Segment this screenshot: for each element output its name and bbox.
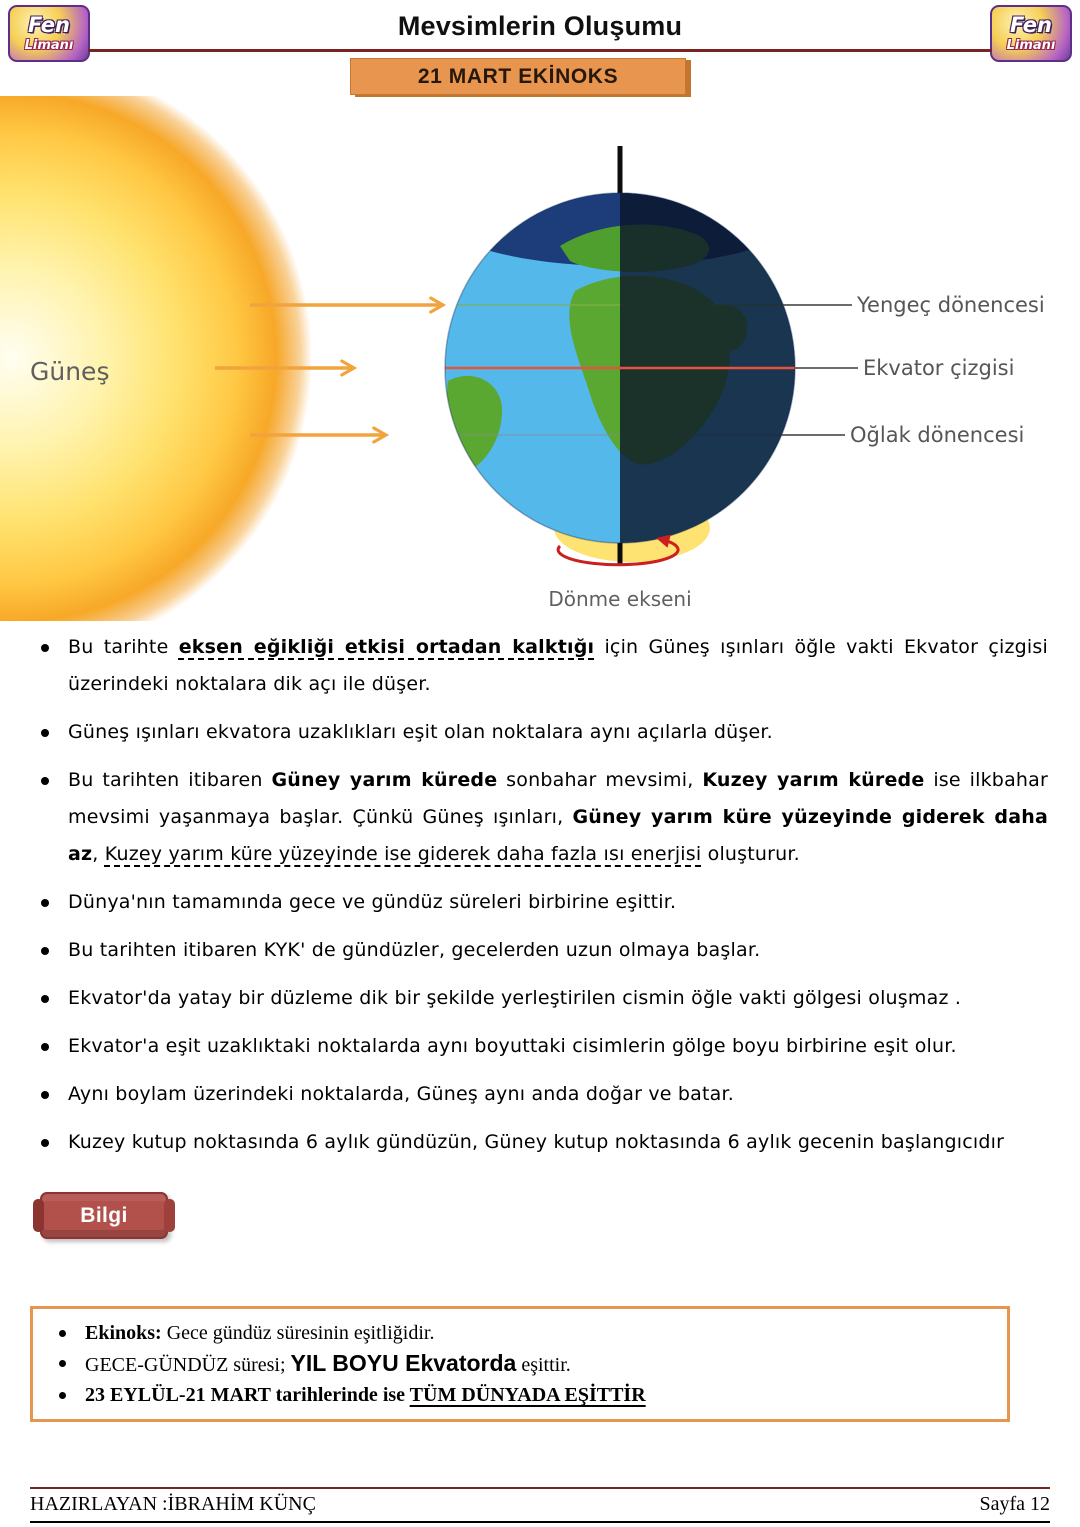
page-title: Mevsimlerin Oluşumu [397,11,683,41]
info-box-item: GECE-GÜNDÜZ süresi; YIL BOYU Ekvatorda eşittir. [49,1348,987,1380]
note-item: Bu tarihte eksen eğikliği etkisi ortadan kalktığı için Güneş ışınları öğle vakti Ekvator çizgisi üzerindeki noktalara dik açı ile düşer. [34,629,1048,703]
footer-bottom-line [30,1521,1050,1523]
note-item: Ekvator'da yatay bir düzleme dik bir şekilde yerleştirilen cismin öğle vakti gölgesi oluşmaz . [34,980,1048,1017]
fen-limani-logo-right [990,5,1072,62]
note-item: Aynı boylam üzerindeki noktalarda, Güneş aynı anda doğar ve batar. [34,1076,1048,1113]
axis-label: Dönme ekseni [548,587,692,611]
logo-text-fen: Fen [28,13,70,37]
note-item: Bu tarihten itibaren Güney yarım kürede sonbahar mevsimi, Kuzey yarım kürede ise ilkbahar mevsimi yaşanmaya başlar. Çünkü Güneş ışınları, Güney yarım küre yüzeyinde giderek daha az, Kuzey yarım küre yüzeyinde ise giderek daha fazla ısı enerjisi oluşturur. [34,762,1048,873]
note-item: Ekvator'a eşit uzaklıktaki noktalarda aynı boyuttaki cisimlerin gölge boyu birbirine eşit olur. [34,1028,1048,1065]
info-ribbon [40,1192,168,1239]
info-ribbon-label: Bilgi [80,1203,128,1227]
logo-text-limani: Limanı [1006,38,1056,53]
info-box-list [49,1318,987,1410]
logo-text-limani: Limanı [24,38,74,53]
label-tropic-cancer: Yengeç dönencesi [857,293,1045,317]
note-item: Dünya'nın tamamında gece ve gündüz süreleri birbirine eşittir. [34,884,1048,921]
info-box-item: Ekinoks: Gece gündüz süresinin eşitliğidir. [49,1318,987,1348]
footer-divider [30,1487,1050,1489]
note-item: Kuzey kutup noktasında 6 aylık gündüzün, Güney kutup noktasında 6 aylık gecenin başlangıcıdır [34,1124,1048,1161]
fen-limani-logo-left [8,5,90,62]
footer-page-number: Sayfa 12 [979,1493,1050,1515]
footer [30,1493,1050,1516]
logo-text-fen: Fen [1010,13,1052,37]
info-box-item: 23 EYLÜL-21 MART tarihlerinde ise TÜM DÜNYADA EŞİTTİR [49,1380,987,1410]
note-item: Bu tarihten itibaren KYK' de gündüzler, gecelerden uzun olmaya başlar. [34,932,1048,969]
label-tropic-capricorn: Oğlak dönencesi [850,423,1025,447]
sun-label: Güneş [30,357,110,386]
equinox-diagram [0,96,1080,621]
info-box [30,1306,1010,1422]
footer-author: HAZIRLAYAN :İBRAHİM KÜNÇ [30,1493,316,1515]
section-banner: 21 MART EKİNOKS [350,58,686,95]
note-item: Güneş ışınları ekvatora uzaklıkları eşit olan noktalara aynı açılarla düşer. [34,714,1048,751]
label-equator: Ekvator çizgisi [863,356,1015,380]
equinox-diagram-svg [0,96,1080,621]
notes-list [34,629,1048,1172]
header-divider [88,49,992,52]
